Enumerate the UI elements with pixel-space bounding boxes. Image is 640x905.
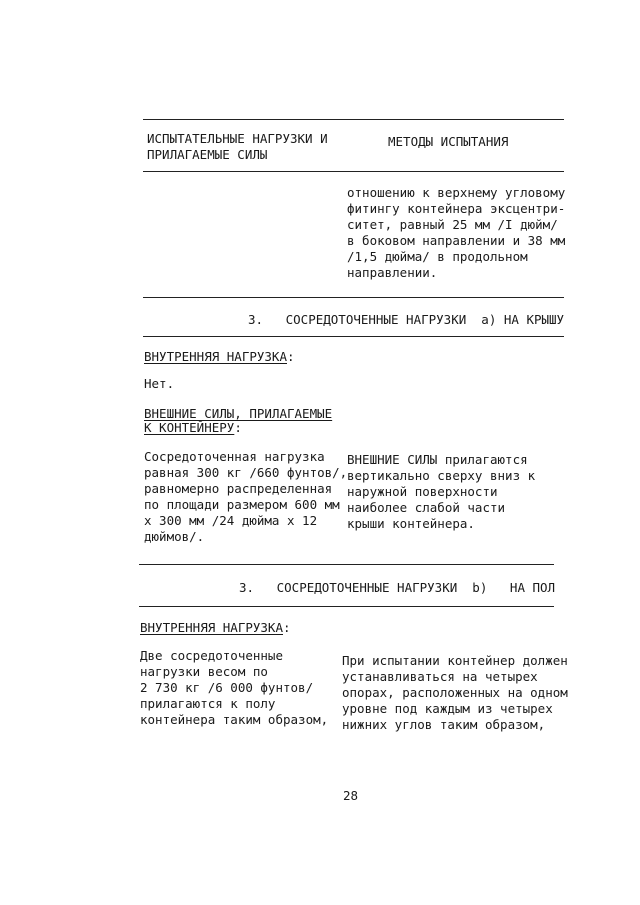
continued-line-5: /1,5 дюйма/ в продольном xyxy=(347,249,528,264)
roof-right-line-1: ВНЕШНИЕ СИЛЫ прилагаются xyxy=(347,452,528,467)
page-number: 28 xyxy=(343,788,359,803)
floor-internal-heading-colon: : xyxy=(283,620,291,635)
roof-internal-heading-colon: : xyxy=(287,349,295,364)
floor-right-line-5: нижних углов таким образом, xyxy=(342,717,546,732)
floor-left-line-1: Две сосредоточенные xyxy=(140,648,283,663)
roof-section-bottom-rule xyxy=(143,336,564,337)
roof-left-line-5: х 300 мм /24 дюйма х 12 xyxy=(144,513,318,528)
header-left-line2: ПРИЛАГАЕМЫЕ СИЛЫ xyxy=(147,147,268,162)
roof-external-heading-line2-text: К КОНТЕЙНЕРУ xyxy=(144,420,235,435)
floor-right-line-2: устанавливаться на четырех xyxy=(342,669,538,684)
roof-right-line-4: наиболее слабой части xyxy=(347,500,506,515)
header-bottom-rule xyxy=(143,171,564,172)
roof-internal-heading-text: ВНУТРЕННЯЯ НАГРУЗКА xyxy=(144,349,287,364)
continued-line-6: направлении. xyxy=(347,265,438,280)
floor-left-line-5: контейнера таким образом, xyxy=(140,712,329,727)
floor-right-line-1: При испытании контейнер должен xyxy=(342,653,568,668)
floor-internal-heading-text: ВНУТРЕННЯЯ НАГРУЗКА xyxy=(140,620,283,635)
floor-left-line-4: прилагаются к полу xyxy=(140,696,276,711)
header-left-line1: ИСПЫТАТЕЛЬНЫЕ НАГРУЗКИ И xyxy=(147,131,328,146)
floor-right-line-3: опорах, расположенных на одном xyxy=(342,685,568,700)
roof-right-line-2: вертикально сверху вниз к xyxy=(347,468,536,483)
roof-left-line-2: равная 300 кг /660 фунтов/, xyxy=(144,465,348,480)
floor-section-top-rule xyxy=(139,564,554,565)
roof-right-line-5: крыши контейнера. xyxy=(347,516,475,531)
floor-left-line-3: 2 730 кг /6 000 фунтов/ xyxy=(140,680,314,695)
continued-line-1: отношению к верхнему угловому xyxy=(347,185,566,200)
roof-left-line-3: равномерно распределенная xyxy=(144,481,333,496)
roof-left-line-4: по площади размером 600 мм xyxy=(144,497,340,512)
continued-line-4: в боковом направлении и 38 мм xyxy=(347,233,566,248)
continued-line-2: фитингу контейнера эксцентри- xyxy=(347,201,566,216)
roof-section-top-rule xyxy=(143,297,564,298)
header-top-rule xyxy=(143,119,564,120)
header-right: МЕТОДЫ ИСПЫТАНИЯ xyxy=(388,134,509,149)
floor-internal-heading xyxy=(140,620,291,636)
roof-section-title: 3. СОСРЕДОТОЧЕННЫЕ НАГРУЗКИ а) НА КРЫШУ xyxy=(248,312,565,327)
floor-section-bottom-rule xyxy=(139,606,554,607)
roof-external-heading-colon: : xyxy=(234,420,242,435)
floor-left-line-2: нагрузки весом по xyxy=(140,664,268,679)
roof-left-line-1: Сосредоточенная нагрузка xyxy=(144,449,325,464)
roof-left-line-6: дюймов/. xyxy=(144,529,205,544)
floor-section-title: 3. СОСРЕДОТОЧЕННЫЕ НАГРУЗКИ b) НА ПОЛ xyxy=(239,580,556,595)
roof-external-heading-line1-text: ВНЕШНИЕ СИЛЫ, ПРИЛАГАЕМЫЕ xyxy=(144,406,333,421)
floor-right-line-4: уровне под каждым из четырех xyxy=(342,701,553,716)
roof-external-heading-line2 xyxy=(144,420,242,436)
roof-internal-heading xyxy=(144,349,295,365)
roof-right-line-3: наружной поверхности xyxy=(347,484,498,499)
roof-internal-text: Нет. xyxy=(144,376,175,391)
continued-line-3: ситет, равный 25 мм /I дюйм/ xyxy=(347,217,558,232)
